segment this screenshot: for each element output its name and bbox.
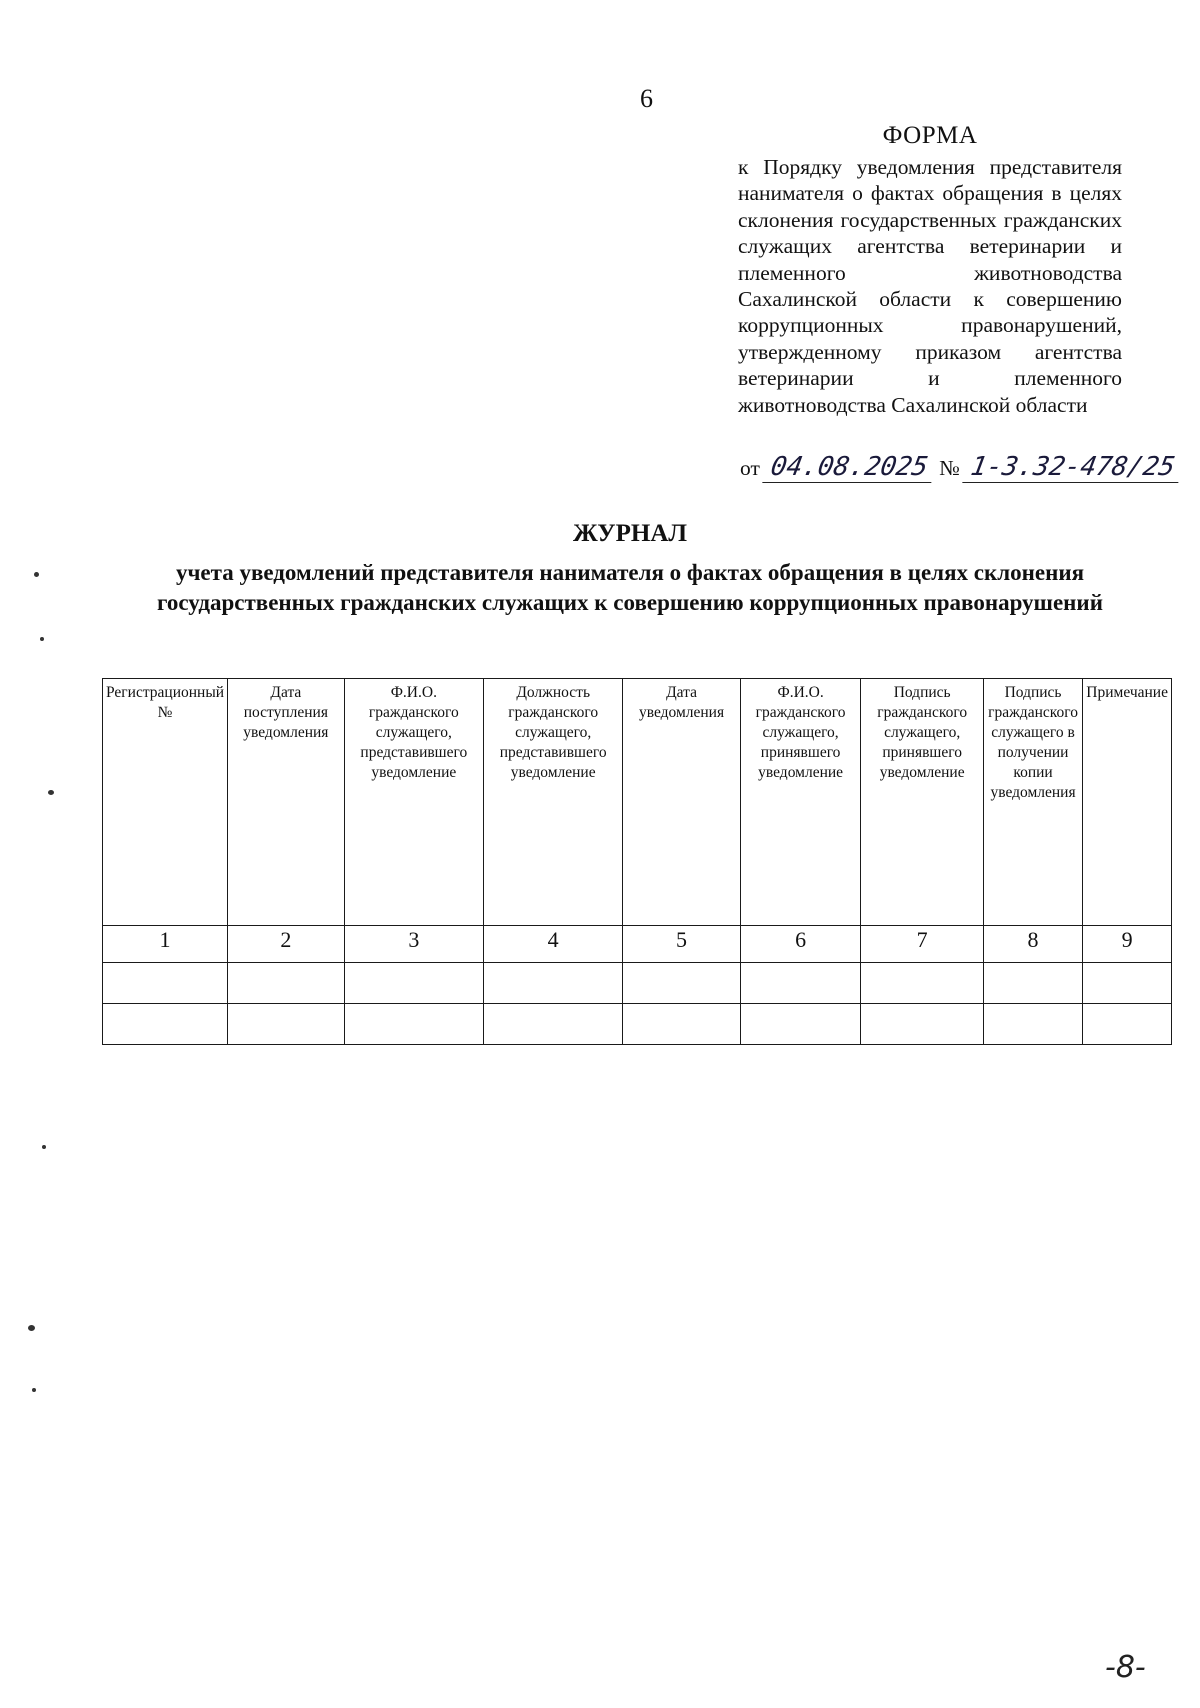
empty-cell bbox=[103, 1004, 228, 1045]
journal-title: ЖУРНАЛ bbox=[572, 520, 688, 547]
scan-speck bbox=[40, 637, 44, 641]
empty-cell bbox=[228, 1004, 345, 1045]
scan-speck bbox=[48, 790, 54, 795]
empty-cell bbox=[344, 1004, 483, 1045]
column-number: 9 bbox=[1083, 926, 1172, 963]
empty-cell bbox=[484, 963, 623, 1004]
handwritten-number: 1-3.32-478/25 bbox=[962, 452, 1183, 483]
empty-cell bbox=[344, 963, 483, 1004]
number-label: № bbox=[939, 456, 960, 480]
column-number: 2 bbox=[228, 926, 345, 963]
empty-cell bbox=[740, 963, 861, 1004]
empty-cell bbox=[623, 963, 740, 1004]
form-title: ФОРМА bbox=[882, 122, 978, 149]
column-number: 8 bbox=[983, 926, 1082, 963]
header-cell: Примечание bbox=[1083, 679, 1172, 926]
empty-cell bbox=[103, 963, 228, 1004]
journal-heading bbox=[100, 520, 1160, 618]
header-cell: Дата уведомления bbox=[623, 679, 740, 926]
empty-cell bbox=[623, 1004, 740, 1045]
handwritten-page-mark: -8- bbox=[1105, 1650, 1146, 1685]
column-number: 5 bbox=[623, 926, 740, 963]
scan-speck bbox=[34, 572, 39, 577]
scan-speck bbox=[32, 1388, 36, 1392]
form-header bbox=[738, 122, 1122, 418]
header-cell: Ф.И.О. гражданского служащего, представившего уведомление bbox=[344, 679, 483, 926]
column-number: 4 bbox=[484, 926, 623, 963]
column-number: 3 bbox=[344, 926, 483, 963]
empty-cell bbox=[228, 963, 345, 1004]
column-number: 7 bbox=[861, 926, 983, 963]
empty-cell bbox=[983, 1004, 1082, 1045]
header-cell: Дата поступления уведомления bbox=[228, 679, 345, 926]
empty-cell bbox=[1083, 1004, 1172, 1045]
empty-cell bbox=[861, 963, 983, 1004]
journal-subtitle: учета уведомлений представителя нанимателя о фактах обращения в целях склонения государственных гражданских служащих к совершению коррупционных правонарушений bbox=[157, 560, 1103, 615]
table-row bbox=[103, 1004, 1172, 1045]
header-row bbox=[103, 679, 1172, 926]
header-cell: Должность гражданского служащего, представившего уведомление bbox=[484, 679, 623, 926]
approval-line bbox=[740, 452, 1178, 483]
journal-table bbox=[102, 678, 1172, 1045]
column-number-row bbox=[103, 926, 1172, 963]
from-label: от bbox=[740, 456, 760, 480]
scan-speck bbox=[42, 1145, 46, 1149]
empty-cell bbox=[740, 1004, 861, 1045]
header-cell: Регистрационный № bbox=[103, 679, 228, 926]
header-cell: Подпись гражданского служащего в получении копии уведомления bbox=[983, 679, 1082, 926]
column-number: 1 bbox=[103, 926, 228, 963]
empty-cell bbox=[1083, 963, 1172, 1004]
handwritten-date: 04.08.2025 bbox=[763, 452, 937, 483]
page-number: 6 bbox=[640, 84, 653, 113]
form-description: к Порядку уведомления представителя нанимателя о фактах обращения в целях склонения государственных гражданских служащих агентства ветеринарии и племенного животноводства Сахалинской области к совершению коррупционных правонарушений, утвержденному приказом агентства ветеринарии и племенного животноводства Сахалинской области bbox=[738, 155, 1122, 417]
empty-cell bbox=[983, 963, 1082, 1004]
header-cell: Ф.И.О. гражданского служащего, принявшего уведомление bbox=[740, 679, 861, 926]
empty-cell bbox=[861, 1004, 983, 1045]
column-number: 6 bbox=[740, 926, 861, 963]
header-cell: Подпись гражданского служащего, принявшего уведомление bbox=[861, 679, 983, 926]
scan-speck bbox=[28, 1325, 35, 1331]
table-row bbox=[103, 963, 1172, 1004]
empty-cell bbox=[484, 1004, 623, 1045]
